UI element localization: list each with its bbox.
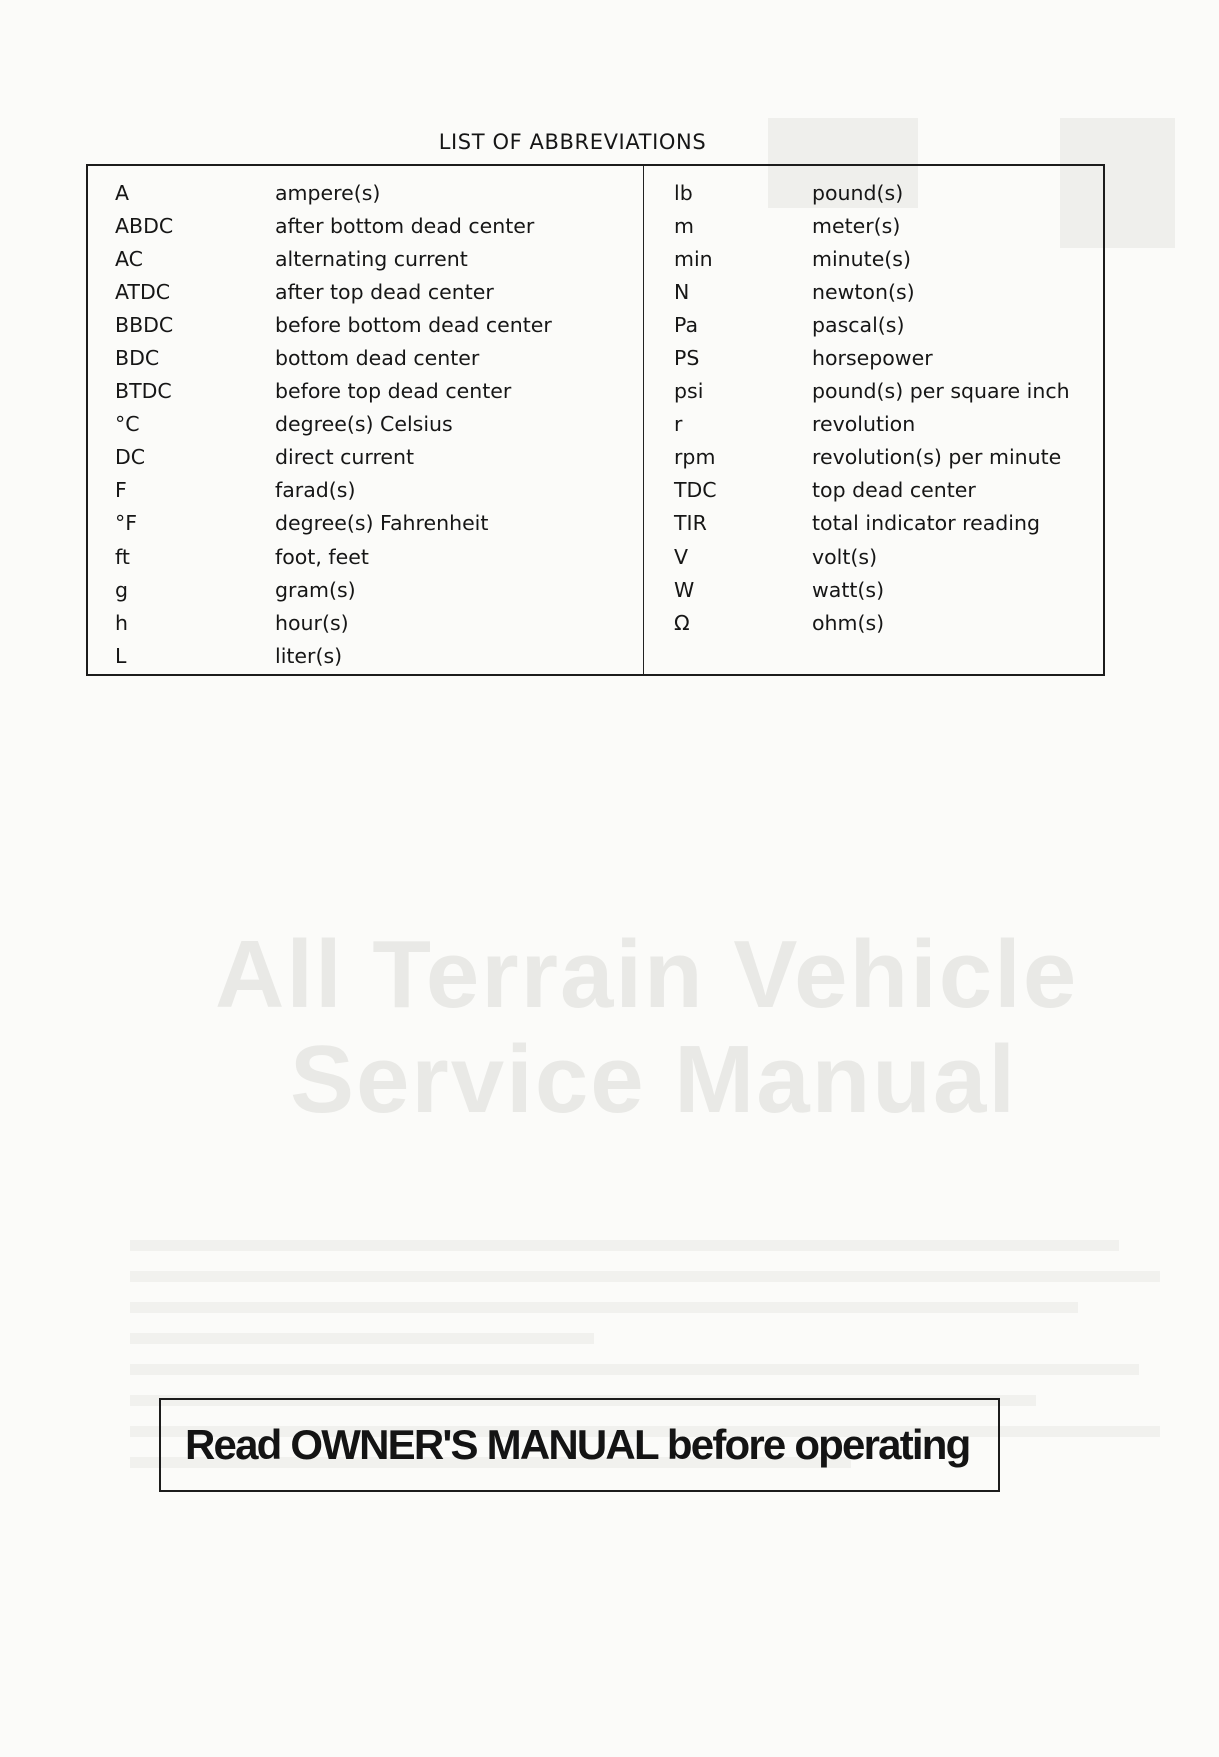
- abbreviation-row: [88, 441, 643, 474]
- abbreviation-meaning: newton(s): [812, 279, 915, 304]
- abbreviation-row: [88, 573, 643, 606]
- abbreviation-meaning: ampere(s): [275, 180, 381, 205]
- abbreviation-row: [88, 176, 643, 209]
- abbreviation-row: [88, 308, 643, 341]
- abbreviation-meaning: gram(s): [275, 577, 356, 602]
- abbreviation-meaning: pound(s) per square inch: [812, 379, 1070, 404]
- notice-text: Read OWNER'S MANUAL before operating: [185, 1421, 970, 1468]
- abbreviation-row: [88, 507, 643, 540]
- abbreviation-row: [644, 507, 1103, 540]
- abbreviation-row: [644, 540, 1103, 573]
- abbreviations-list-left: [88, 176, 643, 672]
- abbreviation-meaning: hour(s): [275, 610, 349, 635]
- abbreviation-term: N: [674, 279, 690, 304]
- abbreviation-row: [88, 639, 643, 672]
- bleed-through-text: Service Manual: [290, 1026, 1017, 1133]
- abbreviation-row: [88, 540, 643, 573]
- abbreviation-term: ATDC: [115, 279, 171, 304]
- abbreviation-row: [88, 242, 643, 275]
- abbreviation-term: V: [674, 544, 689, 569]
- abbreviation-row: [644, 275, 1103, 308]
- abbreviation-row: [644, 441, 1103, 474]
- abbreviation-meaning: total indicator reading: [812, 511, 1041, 536]
- abbreviation-term: psi: [674, 379, 704, 404]
- abbreviation-row: [88, 375, 643, 408]
- abbreviation-term: °C: [115, 412, 140, 437]
- abbreviation-term: r: [674, 412, 683, 437]
- abbreviation-term: g: [115, 577, 129, 602]
- abbreviation-term: BDC: [115, 346, 160, 371]
- abbreviation-term: A: [115, 180, 130, 205]
- abbreviation-row: [88, 209, 643, 242]
- abbreviation-meaning: direct current: [275, 445, 415, 470]
- abbreviations-column-left: [88, 166, 644, 674]
- abbreviation-term: F: [115, 478, 127, 503]
- abbreviation-meaning: degree(s) Celsius: [275, 412, 453, 437]
- abbreviation-meaning: horsepower: [812, 346, 933, 371]
- abbreviation-row: [88, 341, 643, 374]
- owners-manual-notice: [159, 1398, 1000, 1492]
- abbreviations-list-right: [644, 176, 1103, 639]
- abbreviation-term: L: [115, 643, 127, 668]
- abbreviation-row: [88, 408, 643, 441]
- abbreviation-term: BTDC: [115, 379, 172, 404]
- abbreviations-column-right: [644, 166, 1103, 674]
- abbreviation-row: [88, 275, 643, 308]
- abbreviation-meaning: after bottom dead center: [275, 213, 535, 238]
- abbreviation-term: AC: [115, 246, 143, 271]
- abbreviation-row: [644, 308, 1103, 341]
- abbreviation-meaning: before top dead center: [275, 379, 512, 404]
- abbreviation-meaning: farad(s): [275, 478, 356, 503]
- abbreviation-row: [644, 408, 1103, 441]
- abbreviation-meaning: pound(s): [812, 180, 904, 205]
- bleed-through-text: All Terrain Vehicle: [215, 921, 1079, 1028]
- abbreviation-term: PS: [674, 346, 700, 371]
- abbreviation-meaning: watt(s): [812, 577, 885, 602]
- abbreviation-meaning: pascal(s): [812, 312, 905, 337]
- abbreviation-meaning: bottom dead center: [275, 346, 480, 371]
- abbreviation-row: [644, 606, 1103, 639]
- abbreviation-meaning: foot, feet: [275, 544, 369, 569]
- abbreviation-term: h: [115, 610, 128, 635]
- abbreviation-meaning: revolution(s) per minute: [812, 445, 1062, 470]
- abbreviation-term: lb: [674, 180, 693, 205]
- abbreviation-term: Ω: [674, 610, 690, 635]
- abbreviation-meaning: minute(s): [812, 246, 911, 271]
- abbreviation-term: min: [674, 246, 713, 271]
- abbreviation-meaning: liter(s): [275, 643, 343, 668]
- abbreviation-term: m: [674, 213, 694, 238]
- abbreviation-row: [88, 606, 643, 639]
- abbreviation-row: [644, 341, 1103, 374]
- abbreviation-meaning: after top dead center: [275, 279, 494, 304]
- abbreviation-row: [644, 176, 1103, 209]
- abbreviation-meaning: meter(s): [812, 213, 901, 238]
- abbreviation-row: [644, 209, 1103, 242]
- abbreviation-term: DC: [115, 445, 146, 470]
- abbreviation-term: TDC: [674, 478, 717, 503]
- abbreviation-term: W: [674, 577, 695, 602]
- abbreviation-meaning: revolution: [812, 412, 916, 437]
- abbreviation-term: °F: [115, 511, 138, 536]
- abbreviation-row: [644, 242, 1103, 275]
- abbreviation-row: [644, 573, 1103, 606]
- abbreviation-row: [644, 474, 1103, 507]
- abbreviation-term: Pa: [674, 312, 699, 337]
- abbreviation-term: ABDC: [115, 213, 174, 238]
- abbreviations-table: [86, 164, 1105, 676]
- abbreviation-term: TIR: [674, 511, 707, 536]
- abbreviation-term: rpm: [674, 445, 716, 470]
- abbreviation-meaning: ohm(s): [812, 610, 885, 635]
- abbreviation-meaning: alternating current: [275, 246, 468, 271]
- abbreviation-meaning: volt(s): [812, 544, 878, 569]
- abbreviation-term: ft: [115, 544, 130, 569]
- abbreviation-meaning: degree(s) Fahrenheit: [275, 511, 489, 536]
- abbreviation-row: [88, 474, 643, 507]
- abbreviation-meaning: top dead center: [812, 478, 976, 503]
- abbreviation-term: BBDC: [115, 312, 174, 337]
- page-title: LIST OF ABBREVIATIONS: [438, 130, 707, 154]
- abbreviation-row: [644, 375, 1103, 408]
- abbreviation-meaning: before bottom dead center: [275, 312, 552, 337]
